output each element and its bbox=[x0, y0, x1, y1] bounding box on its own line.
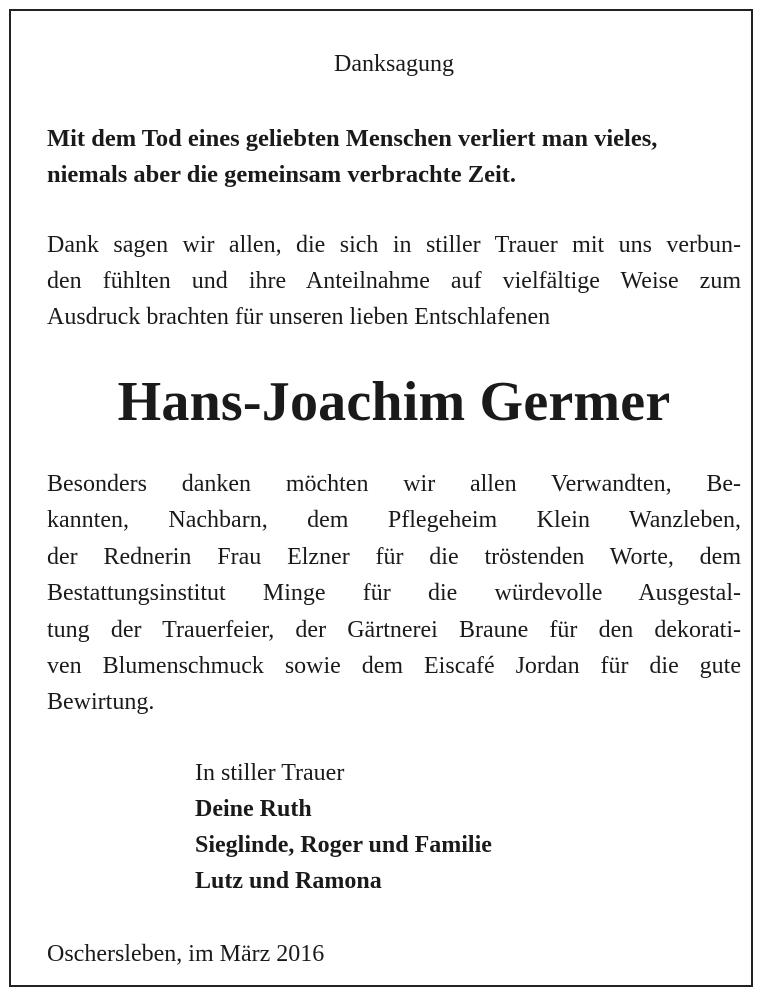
thanks-paragraph bbox=[47, 227, 741, 335]
mourner-name: Sieglinde, Roger und Familie bbox=[195, 832, 492, 858]
special-thanks-paragraph bbox=[47, 466, 741, 721]
mourner-name: Deine Ruth bbox=[195, 796, 312, 822]
mourner-name: Lutz und Ramona bbox=[195, 868, 382, 894]
special-thanks-line: ven Blumenschmuck sowie dem Eiscafé Jordan für die gute bbox=[47, 653, 741, 680]
thanks-line: Ausdruck brachten für unseren lieben Entschlafenen bbox=[47, 304, 551, 330]
special-thanks-line: tung der Trauerfeier, der Gärtnerei Braune für den dekorati- bbox=[47, 616, 741, 643]
place-date: Oschersleben, im März 2016 bbox=[47, 941, 325, 967]
special-thanks-line: kannten, Nachbarn, dem Pflegeheim Klein Wanzleben, bbox=[47, 507, 741, 534]
motto-quote bbox=[47, 121, 747, 193]
thanks-line: den fühlten und ihre Anteilnahme auf vielfältige Weise zum bbox=[47, 268, 741, 294]
signature-intro: In stiller Trauer bbox=[195, 760, 345, 786]
thanks-line: Dank sagen wir allen, die sich in stiller Trauer mit uns verbun- bbox=[47, 232, 741, 258]
special-thanks-line: Bewirtung. bbox=[47, 689, 155, 716]
special-thanks-line: der Rednerin Frau Elzner für die tröstenden Worte, dem bbox=[47, 543, 741, 570]
motto-line: niemals aber die gemeinsam verbrachte Zeit. bbox=[47, 161, 517, 188]
motto-line: Mit dem Tod eines geliebten Menschen verliert man vieles, bbox=[47, 125, 658, 152]
notice-heading: Danksagung bbox=[334, 51, 454, 77]
special-thanks-line: Bestattungsinstitut Minge für die würdevolle Ausgestal- bbox=[47, 580, 741, 607]
deceased-name: Hans-Joachim Germer bbox=[117, 371, 671, 433]
special-thanks-line: Besonders danken möchten wir allen Verwandten, Be- bbox=[47, 471, 741, 497]
signature-block bbox=[195, 755, 492, 899]
notice-frame bbox=[9, 9, 753, 987]
